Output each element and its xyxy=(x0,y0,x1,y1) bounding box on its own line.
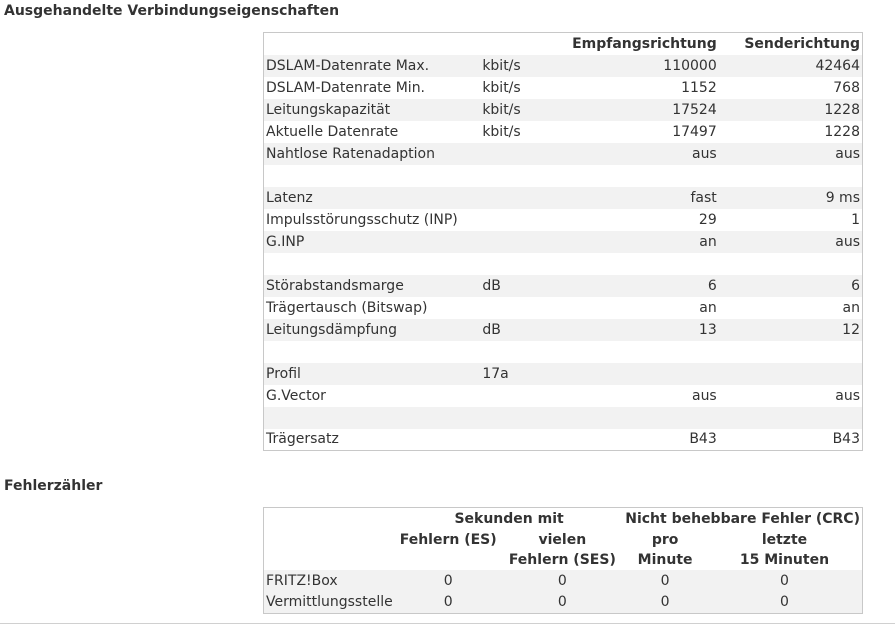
row-unit xyxy=(480,187,558,209)
table-header-row xyxy=(264,33,863,55)
row-label: Leitungsdämpfung xyxy=(266,321,398,338)
row-label xyxy=(264,165,481,187)
row-unit xyxy=(480,385,558,407)
table-row xyxy=(264,77,863,99)
cell-crc-15-minutes: 0 xyxy=(780,594,789,611)
header-errors-es: Fehlern (ES) xyxy=(399,531,497,548)
cell-es: 0 xyxy=(443,572,453,589)
table-row xyxy=(264,592,863,614)
cell-ses: 0 xyxy=(557,572,567,589)
row-label: Trägersatz xyxy=(266,431,339,448)
error-subheader-empty xyxy=(264,530,395,570)
row-label: Profil xyxy=(266,365,301,382)
row-receive-value: B43 xyxy=(689,431,717,448)
table-row xyxy=(264,253,863,275)
header-label xyxy=(264,33,481,55)
row-send-value: 42464 xyxy=(815,57,860,74)
error-subheader-row xyxy=(264,530,863,570)
row-send-value: B43 xyxy=(832,431,860,448)
row-unit xyxy=(480,341,558,363)
cell-crc-per-minute: 0 xyxy=(660,594,670,611)
row-unit xyxy=(480,253,558,275)
row-send-value: aus xyxy=(835,233,860,250)
cell-ses: 0 xyxy=(557,594,567,611)
row-unit: kbit/s xyxy=(482,123,521,140)
row-send-value: 768 xyxy=(833,79,860,96)
row-label: Impulsstörungsschutz (INP) xyxy=(266,211,458,228)
table-row xyxy=(264,570,863,592)
row-label: Vermittlungsstelle xyxy=(266,594,393,611)
row-send-value: 1 xyxy=(851,211,860,228)
header-unit xyxy=(480,33,558,55)
table-row xyxy=(264,165,863,187)
row-receive-value xyxy=(558,253,719,275)
row-label: DSLAM-Datenrate Min. xyxy=(266,79,426,96)
row-send-value xyxy=(719,165,863,187)
row-label: Latenz xyxy=(266,189,313,206)
row-receive-value xyxy=(558,165,719,187)
error-group-header-row xyxy=(264,508,863,530)
header-last-15-minutes: letzte 15 Minuten xyxy=(739,531,830,568)
row-label xyxy=(264,341,481,363)
row-unit: kbit/s xyxy=(482,57,521,74)
row-label: Nahtlose Ratenadaption xyxy=(266,145,435,162)
row-unit xyxy=(480,231,558,253)
row-send-value: 1228 xyxy=(824,123,860,140)
header-seconds-with: Sekunden mit xyxy=(454,510,564,527)
row-receive-value: fast xyxy=(690,189,717,206)
row-send-value: 1228 xyxy=(824,101,860,118)
row-send-value: 12 xyxy=(842,321,860,338)
table-row xyxy=(264,319,863,341)
row-receive-value: 1152 xyxy=(681,79,717,96)
row-unit xyxy=(480,209,558,231)
row-label: Trägertausch (Bitswap) xyxy=(266,299,428,316)
row-send-value xyxy=(719,363,863,385)
cell-es: 0 xyxy=(443,594,453,611)
table-row xyxy=(264,187,863,209)
table-row xyxy=(264,341,863,363)
row-unit: kbit/s xyxy=(482,101,521,118)
row-receive-value: an xyxy=(699,233,717,250)
cell-crc-per-minute: 0 xyxy=(660,572,670,589)
row-unit xyxy=(480,297,558,319)
row-unit xyxy=(480,143,558,165)
row-receive-value: aus xyxy=(691,387,717,404)
table-row xyxy=(264,275,863,297)
error-header-empty xyxy=(264,508,395,530)
table-row xyxy=(264,143,863,165)
header-receive-direction: Empfangsrichtung xyxy=(572,35,717,52)
header-send-direction: Senderichtung xyxy=(744,35,860,52)
row-label: DSLAM-Datenrate Max. xyxy=(266,57,430,74)
row-label: G.Vector xyxy=(266,387,326,404)
section-title-error-counter: Fehlerzähler xyxy=(4,478,103,494)
row-label: Leitungskapazität xyxy=(266,101,391,118)
row-send-value: aus xyxy=(835,145,860,162)
row-label xyxy=(264,407,481,429)
table-row xyxy=(264,209,863,231)
row-send-value: 9 ms xyxy=(825,189,860,206)
row-label: Störabstandsmarge xyxy=(266,277,404,294)
row-receive-value: 13 xyxy=(698,321,717,338)
row-receive-value xyxy=(558,407,719,429)
header-many-errors-ses: vielen Fehlern (SES) xyxy=(508,531,616,568)
row-label: FRITZ!Box xyxy=(266,572,338,589)
table-row xyxy=(264,407,863,429)
table-row xyxy=(264,55,863,77)
row-send-value xyxy=(719,407,863,429)
row-unit: dB xyxy=(482,321,501,338)
row-unit: dB xyxy=(482,277,501,294)
row-receive-value: 17497 xyxy=(672,123,717,140)
connection-properties-table xyxy=(263,32,863,451)
row-unit: kbit/s xyxy=(482,79,521,96)
error-counter-table xyxy=(263,507,863,614)
row-label: G.INP xyxy=(266,233,305,250)
row-unit: 17a xyxy=(482,365,509,382)
row-receive-value: 29 xyxy=(698,211,717,228)
row-send-value: an xyxy=(842,299,860,316)
table-row xyxy=(264,99,863,121)
table-row xyxy=(264,363,863,385)
table-row xyxy=(264,231,863,253)
row-send-value xyxy=(719,341,863,363)
table-row xyxy=(264,429,863,451)
row-receive-value xyxy=(558,363,719,385)
table-row xyxy=(264,121,863,143)
cell-crc-15-minutes: 0 xyxy=(780,572,789,589)
row-send-value: 6 xyxy=(851,277,860,294)
row-unit xyxy=(480,429,558,451)
table-row xyxy=(264,297,863,319)
row-receive-value: 6 xyxy=(707,277,717,294)
divider xyxy=(0,623,895,624)
row-send-value: aus xyxy=(835,387,860,404)
row-receive-value xyxy=(558,341,719,363)
row-label xyxy=(264,253,481,275)
row-unit xyxy=(480,165,558,187)
section-title-connection-properties: Ausgehandelte Verbindungseigenschaften xyxy=(4,3,340,19)
row-label: Aktuelle Datenrate xyxy=(266,123,399,140)
row-unit xyxy=(480,407,558,429)
row-send-value xyxy=(719,253,863,275)
row-receive-value: an xyxy=(699,299,717,316)
header-crc-errors: Nicht behebbare Fehler (CRC) xyxy=(625,510,860,527)
header-per-minute: pro Minute xyxy=(637,531,693,568)
row-receive-value: 110000 xyxy=(663,57,717,74)
row-receive-value: 17524 xyxy=(672,101,717,118)
table-row xyxy=(264,385,863,407)
row-receive-value: aus xyxy=(691,145,717,162)
